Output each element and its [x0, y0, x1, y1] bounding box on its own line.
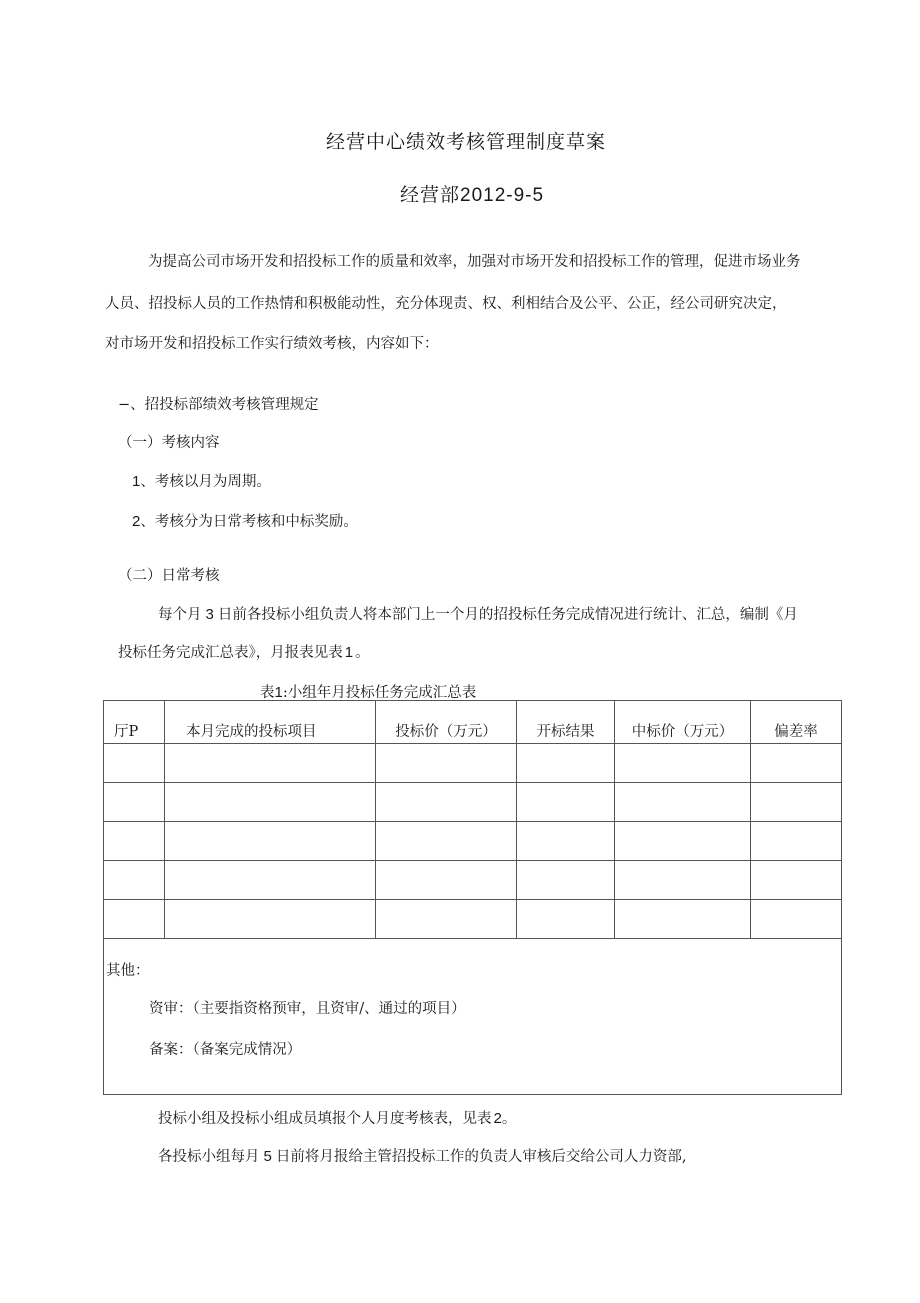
- text-run: 日前将月报给主管招投标工作的负责人审核后交给公司人力资部,: [275, 1149, 687, 1165]
- paragraph-daily-line-2: [118, 641, 370, 662]
- column-header: 开标结果: [517, 701, 615, 744]
- text-run: 。: [501, 1111, 517, 1127]
- table-cell: [104, 783, 165, 822]
- table-cell: [104, 900, 165, 939]
- text-run: :小组年月投标任务完成汇总表: [282, 685, 477, 701]
- number-run: 3: [205, 606, 214, 623]
- other-notes-cell: [104, 939, 842, 1095]
- table-cell: [517, 744, 615, 783]
- table-cell: [751, 744, 842, 783]
- list-item-number: 1: [132, 473, 141, 490]
- table-row: [104, 822, 842, 861]
- number-run: 1: [344, 644, 354, 661]
- table-cell: [615, 822, 751, 861]
- table-row: [104, 861, 842, 900]
- paragraph-monthly-report: [158, 1145, 686, 1166]
- paragraph-daily-line-1: [158, 603, 798, 624]
- column-header: 偏差率: [751, 701, 842, 744]
- column-header: 中标价（万元）: [615, 701, 751, 744]
- text-run: 投标任务完成汇总表》，月报表见表: [118, 645, 343, 661]
- intro-line-3: 对市场开发和招投标工作实行绩效考核，内容如下：: [105, 336, 439, 352]
- other-label: 其他：: [106, 963, 150, 979]
- table-cell: [165, 822, 376, 861]
- table-row: [104, 783, 842, 822]
- table-other-row: [104, 939, 842, 1095]
- intro-line-1: 为提高公司市场开发和招投标工作的质量和效率，加强对市场开发和招投标工作的管理，促进市场业务: [148, 254, 801, 270]
- section-heading-1: −、招投标部绩效考核管理规定: [118, 397, 319, 413]
- document-date: 2012-9-5: [460, 185, 545, 206]
- table-cell: [104, 744, 165, 783]
- document-title: 经营中心绩效考核管理制度草案: [326, 131, 607, 153]
- column-header: 投标价（万元）: [376, 701, 517, 744]
- summary-table: [103, 700, 842, 1095]
- subsection-heading-2: （二）日常考核: [118, 568, 220, 584]
- text-run: 各投标小组每月: [158, 1149, 260, 1165]
- number-run: 5: [263, 1148, 272, 1165]
- intro-line-2: 人员、招投标人员的工作热情和积极能动性，充分体现责、权、利相结合及公平、公正，经公司研究决定，: [105, 296, 787, 312]
- table-cell: [376, 783, 517, 822]
- table-cell: [165, 744, 376, 783]
- table-cell: [615, 900, 751, 939]
- list-item-2: [132, 510, 358, 531]
- other-qualification-line: 资审：（主要指资格预审，且资审/、通过的项目）: [149, 1001, 466, 1017]
- text-run: 日前各投标小组负责人将本部门上一个月的招投标任务完成情况进行统计、汇总，编制《月: [217, 607, 798, 623]
- table-cell: [615, 861, 751, 900]
- table-cell: [517, 783, 615, 822]
- table-cell: [615, 744, 751, 783]
- table-header-row: [104, 701, 842, 744]
- table-cell: [376, 822, 517, 861]
- table-cell: [165, 783, 376, 822]
- text-run: 投标小组及投标小组成员填报个人月度考核表，见表: [158, 1111, 492, 1127]
- table-cell: [376, 744, 517, 783]
- table-cell: [376, 861, 517, 900]
- list-item-number: 2: [132, 513, 141, 530]
- table-cell: [165, 861, 376, 900]
- table-cell: [376, 900, 517, 939]
- table-row: [104, 900, 842, 939]
- table-cell: [751, 900, 842, 939]
- table-caption: [260, 681, 476, 702]
- other-filing-line: 备案：（备案完成情况）: [149, 1042, 302, 1058]
- table-cell: [517, 900, 615, 939]
- number-run: 2: [493, 1110, 502, 1127]
- table-row: [104, 744, 842, 783]
- list-item-1: [132, 470, 271, 491]
- table-cell: [751, 783, 842, 822]
- table-cell: [165, 900, 376, 939]
- table-cell: [104, 822, 165, 861]
- table-cell: [615, 783, 751, 822]
- text-run: 。: [355, 645, 370, 661]
- text-run: 每个月: [158, 607, 202, 623]
- paragraph-individual-form: [158, 1107, 516, 1128]
- table-cell: [517, 822, 615, 861]
- document-subtitle: [400, 180, 544, 207]
- column-header: 厅P: [104, 701, 165, 744]
- number-run: 1: [274, 684, 283, 701]
- department-name: 经营部: [400, 184, 461, 206]
- table-cell: [751, 861, 842, 900]
- text-run: 表: [260, 685, 275, 701]
- table-cell: [104, 861, 165, 900]
- list-item-text: 、考核以月为周期。: [140, 474, 271, 490]
- subsection-heading-1: （一）考核内容: [118, 435, 220, 451]
- table-cell: [751, 822, 842, 861]
- table-cell: [517, 861, 615, 900]
- column-header: 本月完成的投标项目: [165, 701, 376, 744]
- list-item-text: 、考核分为日常考核和中标奖励。: [140, 514, 358, 530]
